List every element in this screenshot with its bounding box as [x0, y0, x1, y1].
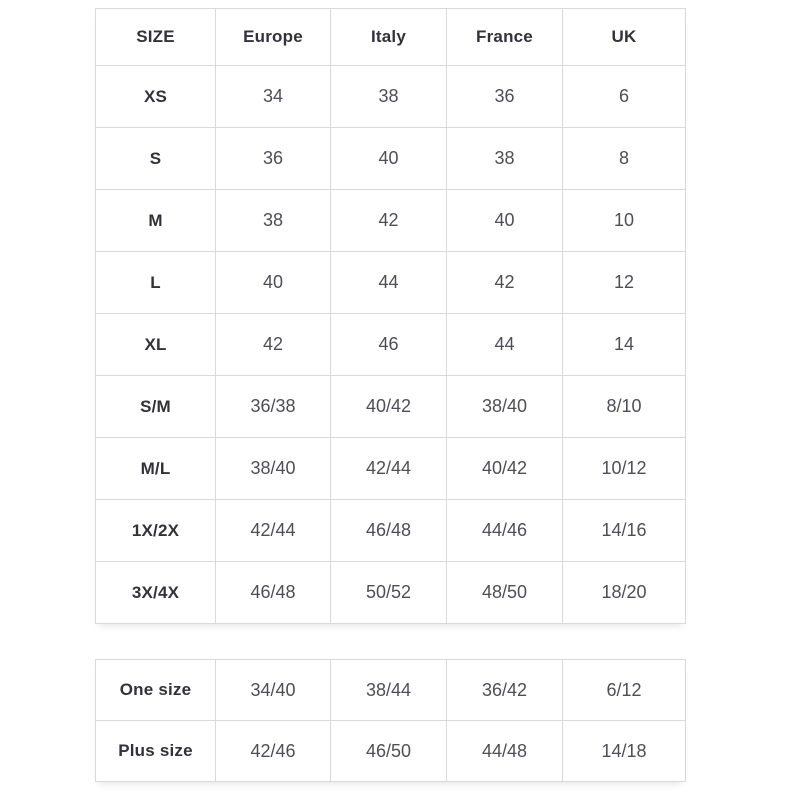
table-row [96, 252, 686, 314]
size-value-cell: 38/44 [331, 660, 447, 721]
table-row [96, 376, 686, 438]
size-value-cell: 36 [216, 128, 331, 190]
size-value-cell: 42 [216, 314, 331, 376]
size-label-cell: M [96, 190, 216, 252]
table-row [96, 128, 686, 190]
size-value-cell: 50/52 [331, 562, 447, 624]
size-label-cell: XL [96, 314, 216, 376]
size-value-cell: 42 [331, 190, 447, 252]
special-sizes-table [95, 659, 686, 782]
size-value-cell: 8/10 [563, 376, 686, 438]
column-header: Italy [331, 9, 447, 66]
size-value-cell: 6/12 [563, 660, 686, 721]
size-value-cell: 48/50 [447, 562, 563, 624]
size-value-cell: 14/18 [563, 721, 686, 782]
size-value-cell: 38 [216, 190, 331, 252]
table-row [96, 314, 686, 376]
size-value-cell: 40 [331, 128, 447, 190]
size-value-cell: 36/38 [216, 376, 331, 438]
size-label-cell: S [96, 128, 216, 190]
size-value-cell: 38/40 [447, 376, 563, 438]
size-value-cell: 34 [216, 66, 331, 128]
table-row [96, 438, 686, 500]
size-label-cell: 1X/2X [96, 500, 216, 562]
size-label-cell: One size [96, 660, 216, 721]
size-value-cell: 14 [563, 314, 686, 376]
column-header: UK [563, 9, 686, 66]
column-header: Europe [216, 9, 331, 66]
table-row [96, 500, 686, 562]
size-value-cell: 38/40 [216, 438, 331, 500]
size-conversion-table [95, 8, 686, 624]
table-row [96, 721, 686, 782]
table-row [96, 562, 686, 624]
size-value-cell: 46 [331, 314, 447, 376]
size-value-cell: 12 [563, 252, 686, 314]
size-value-cell: 42/46 [216, 721, 331, 782]
size-value-cell: 44/46 [447, 500, 563, 562]
table-row [96, 190, 686, 252]
column-header: SIZE [96, 9, 216, 66]
size-value-cell: 38 [331, 66, 447, 128]
size-value-cell: 36/42 [447, 660, 563, 721]
column-header: France [447, 9, 563, 66]
size-value-cell: 8 [563, 128, 686, 190]
size-value-cell: 40/42 [447, 438, 563, 500]
size-value-cell: 6 [563, 66, 686, 128]
header-row [96, 9, 686, 66]
size-value-cell: 38 [447, 128, 563, 190]
size-value-cell: 44 [447, 314, 563, 376]
size-value-cell: 42/44 [216, 500, 331, 562]
size-value-cell: 10 [563, 190, 686, 252]
size-label-cell: S/M [96, 376, 216, 438]
size-label-cell: L [96, 252, 216, 314]
size-value-cell: 14/16 [563, 500, 686, 562]
size-value-cell: 40 [216, 252, 331, 314]
size-value-cell: 36 [447, 66, 563, 128]
size-label-cell: Plus size [96, 721, 216, 782]
size-value-cell: 18/20 [563, 562, 686, 624]
size-label-cell: 3X/4X [96, 562, 216, 624]
size-value-cell: 40/42 [331, 376, 447, 438]
size-label-cell: M/L [96, 438, 216, 500]
size-value-cell: 46/48 [331, 500, 447, 562]
size-value-cell: 44 [331, 252, 447, 314]
size-value-cell: 40 [447, 190, 563, 252]
size-label-cell: XS [96, 66, 216, 128]
size-value-cell: 42/44 [331, 438, 447, 500]
table-row [96, 660, 686, 721]
size-value-cell: 42 [447, 252, 563, 314]
size-value-cell: 44/48 [447, 721, 563, 782]
size-value-cell: 46/48 [216, 562, 331, 624]
size-value-cell: 46/50 [331, 721, 447, 782]
size-value-cell: 34/40 [216, 660, 331, 721]
size-value-cell: 10/12 [563, 438, 686, 500]
table-row [96, 66, 686, 128]
